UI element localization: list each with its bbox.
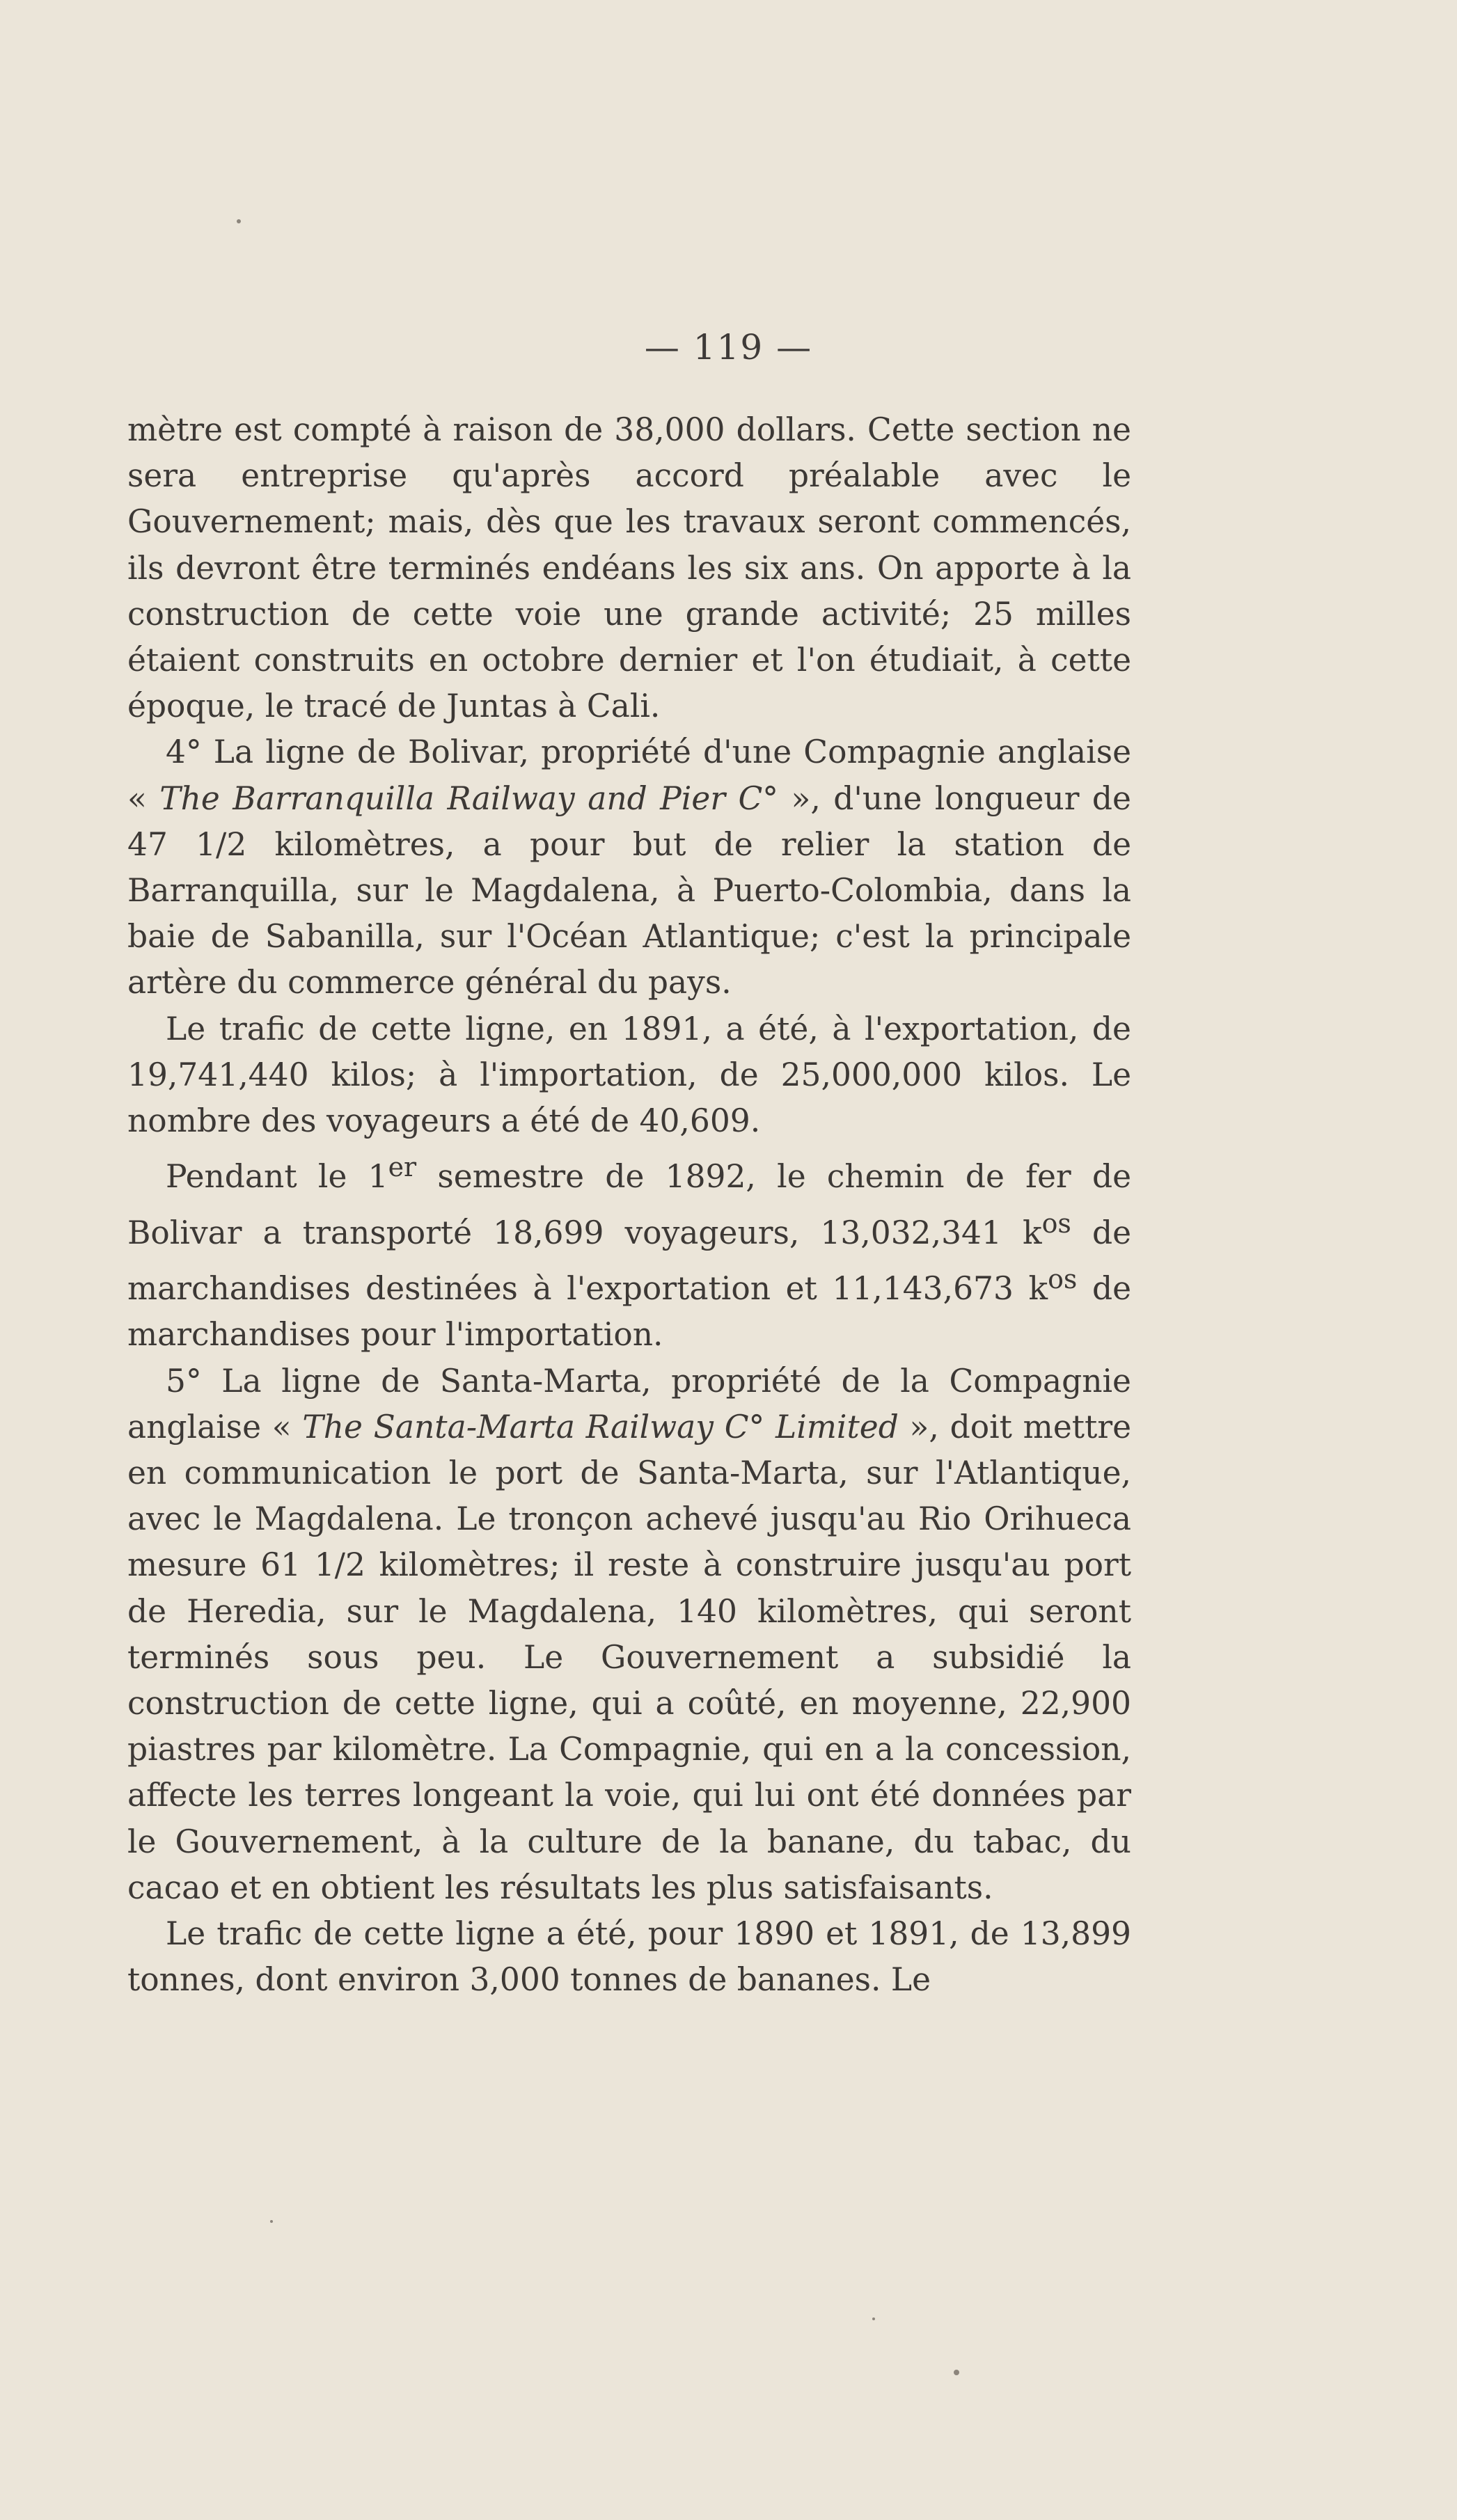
- santa-marta-lead-text: 5° La ligne de Santa-Marta, propriété de la Compagnie anglaise «: [127, 1362, 1131, 1445]
- semester-sup-os-1: os: [1041, 1207, 1071, 1239]
- semester-sup-os-2: os: [1048, 1263, 1078, 1294]
- paper-speck: [237, 219, 241, 223]
- paper-speck: [954, 2370, 959, 2375]
- paper-speck: [270, 2220, 273, 2223]
- santa-marta-company-name: The Santa-Marta Railway C° Limited: [302, 1408, 899, 1445]
- semester-text-c: de marchandises destinées à l'exportation et 11,143,673 k: [127, 1214, 1131, 1308]
- semester-text-a: Pendant le 1: [166, 1158, 388, 1196]
- bolivar-rest-text: », d'une longueur de 47 1/2 kilomètres, a pour but de relier la station de Barranquilla, sur le Magdalena, à Puerto-Colombia, dans la baie de Sabanilla, sur l'Océan Atlantique; c'est la principale artère du commerce général du pays.: [127, 779, 1131, 1001]
- paragraph-bolivar-line: [127, 729, 1131, 1006]
- paragraph-santa-marta-line: [127, 1358, 1131, 1911]
- paragraph-continuation: mètre est compté à raison de 38,000 dollars. Cette section ne sera entreprise qu'après accord préalable avec le Gouvernement; mais, dès que les travaux seront commencés, ils devront être terminés endéans les six ans. On apporte à la construction de cette voie une grande activité; 25 milles étaient construits en octobre dernier et l'on étudiait, à cette époque, le tracé de Juntas à Cali.: [127, 411, 1131, 725]
- paragraph-bolivar-traffic: Le trafic de cette ligne, en 1891, a été, à l'exportation, de 19,741,440 kilos; à l'importation, de 25,000,000 kilos. Le nombre des voyageurs a été de 40,609.: [127, 1010, 1131, 1140]
- paper-speck: [872, 2317, 875, 2320]
- santa-marta-rest-text: », doit mettre en communication le port de Santa-Marta, sur l'Atlantique, avec le Magdalena. Le tronçon achevé jusqu'au Rio Orihueca mesure 61 1/2 kilomètres; il reste à construire jusqu'au port de Heredia, sur le Magdalena, 140 kilomètres, qui seront terminés sous peu. Le Gouvernement a subsidié la construction de cette ligne, qui a coûté, en moyenne, 22,900 piastres par kilomètre. La Compagnie, qui en a la concession, affecte les terres longeant la voie, qui lui ont été données par le Gouvernement, à la culture de la banane, du tabac, du cacao et en obtient les résultats les plus satisfaisants.: [127, 1408, 1131, 1906]
- paragraph-santa-marta-traffic: Le trafic de cette ligne a été, pour 1890 et 1891, de 13,899 tonnes, dont environ 3,000 tonnes de bananes. Le: [127, 1915, 1131, 1999]
- bolivar-lead-text: 4° La ligne de Bolivar, propriété d'une Compagnie anglaise «: [127, 734, 1131, 817]
- body-text: [127, 407, 1131, 2003]
- semester-text-b: semestre de 1892, le chemin de fer de Bolivar a transporté 18,699 voyageurs, 13,032,341 k: [127, 1158, 1131, 1251]
- paragraph-bolivar-semester: [127, 1144, 1131, 1358]
- page-number: — 119 —: [644, 327, 813, 367]
- semester-sup-er: er: [388, 1152, 417, 1183]
- semester-text-d: de marchandises pour l'importation.: [127, 1270, 1131, 1354]
- bolivar-company-name: The Barranquilla Railway and Pier C°: [159, 779, 779, 817]
